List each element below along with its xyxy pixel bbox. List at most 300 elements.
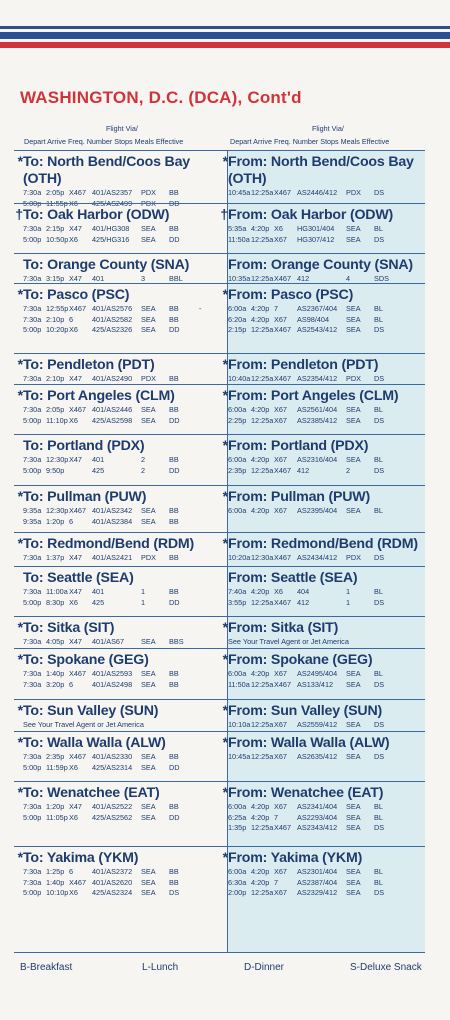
flight-number: AS2316/404 bbox=[297, 455, 338, 464]
flight-number: 401/AS2330 bbox=[92, 752, 133, 761]
frequency: X467 bbox=[274, 188, 292, 197]
flight-line bbox=[14, 763, 224, 774]
destination-label: From: Sitka (SIT) bbox=[228, 620, 339, 636]
page-title: WASHINGTON, D.C. (DCA), Cont'd bbox=[20, 88, 302, 107]
via-stops: PDX bbox=[346, 374, 362, 383]
via-stops: SEA bbox=[141, 888, 156, 897]
destination-label: To: Orange County (SNA) bbox=[23, 257, 190, 273]
flight-line bbox=[14, 867, 224, 878]
depart-time: 2:35p bbox=[228, 465, 247, 475]
travel-agent-note: See Your Travel Agent or Jet America bbox=[228, 637, 349, 646]
meals: BL bbox=[374, 802, 383, 811]
depart-time: 6:00a bbox=[228, 405, 247, 414]
route-mark: * bbox=[222, 388, 228, 404]
frequency: X6 bbox=[69, 812, 78, 822]
arrive-time: 4:20p bbox=[251, 669, 270, 678]
depart-time: 7:30a bbox=[23, 877, 42, 887]
arrive-time: 3:20p bbox=[46, 679, 65, 689]
schedule-row bbox=[14, 353, 425, 385]
frequency: X67 bbox=[274, 314, 287, 324]
meals: BB bbox=[169, 802, 179, 811]
depart-time: 7:30a bbox=[23, 637, 42, 646]
meals: DD bbox=[169, 325, 180, 334]
flight-number: 401/AS67 bbox=[92, 637, 125, 646]
frequency: 6 bbox=[69, 314, 74, 324]
frequency: 7 bbox=[274, 304, 279, 313]
flight-line bbox=[14, 752, 224, 763]
frequency: X67 bbox=[274, 752, 287, 761]
stripe-blue bbox=[0, 32, 450, 39]
flight-line bbox=[14, 466, 224, 477]
destination-heading bbox=[14, 154, 224, 171]
destination-heading bbox=[219, 570, 425, 587]
arrive-time: 4:20p bbox=[251, 304, 270, 313]
meals: BB bbox=[169, 553, 179, 562]
depart-time: 5:00p bbox=[23, 465, 42, 475]
flight-number: HG301/404 bbox=[297, 224, 335, 233]
frequency: X6 bbox=[274, 587, 283, 596]
destination-heading bbox=[219, 620, 425, 637]
arrive-time: 4:05p bbox=[46, 637, 65, 646]
schedule-row bbox=[14, 283, 425, 354]
frequency: X467 bbox=[274, 553, 292, 562]
arrive-time: 2:15p bbox=[46, 224, 65, 233]
meals: DS bbox=[374, 415, 385, 425]
arrive-time: 12:25a bbox=[251, 823, 274, 832]
outbound-cell bbox=[14, 486, 224, 527]
destination-label: To: Sitka (SIT) bbox=[23, 620, 115, 636]
schedule-row bbox=[14, 253, 425, 284]
flight-line bbox=[219, 802, 425, 813]
arrive-time: 11:10p bbox=[46, 415, 68, 425]
destination-heading bbox=[14, 287, 224, 304]
flight-line bbox=[219, 188, 425, 199]
frequency: X67 bbox=[274, 405, 287, 414]
meals: BL bbox=[374, 224, 383, 233]
depart-time: 5:00p bbox=[23, 762, 42, 772]
via-stops: SEA bbox=[141, 506, 156, 515]
flight-line bbox=[219, 878, 425, 889]
via-stops: SEA bbox=[141, 877, 156, 887]
meals: DD bbox=[169, 812, 180, 822]
via-stops: SEA bbox=[141, 812, 156, 822]
route-mark: * bbox=[17, 287, 23, 303]
meals: BB bbox=[169, 374, 179, 383]
via-stops: PDX bbox=[346, 188, 362, 197]
route-mark: * bbox=[222, 703, 228, 719]
frequency: X6 bbox=[69, 198, 78, 208]
legend-dinner: D-Dinner bbox=[244, 962, 285, 973]
via-stops: SEA bbox=[346, 752, 361, 761]
destination-heading bbox=[219, 489, 425, 506]
flight-number: 401/HG308 bbox=[92, 224, 130, 233]
depart-time: 7:30a bbox=[23, 455, 42, 464]
legend-deluxe-snack: S-Deluxe Snack bbox=[350, 962, 422, 973]
flight-line bbox=[14, 680, 224, 691]
flight-number: 425/AS2499 bbox=[92, 198, 133, 208]
route-mark: * bbox=[17, 703, 23, 719]
via-stops: SEA bbox=[346, 234, 361, 244]
arrive-time: 1:40p bbox=[46, 669, 65, 678]
via-stops: SEA bbox=[346, 867, 361, 876]
flight-number: AS2367/404 bbox=[297, 304, 338, 313]
outbound-cell bbox=[14, 649, 224, 690]
flight-line bbox=[14, 455, 224, 466]
route-mark: * bbox=[222, 154, 228, 170]
flight-number: 401/AS2522 bbox=[92, 802, 133, 811]
frequency: X6 bbox=[274, 224, 283, 233]
frequency: X467 bbox=[274, 374, 292, 383]
frequency: X67 bbox=[274, 720, 287, 729]
depart-time: 10:40a bbox=[228, 374, 251, 383]
route-mark: * bbox=[222, 785, 228, 801]
arrive-time: 2:05p bbox=[46, 405, 65, 414]
destination-heading bbox=[219, 735, 425, 752]
flight-number: AS133/412 bbox=[297, 679, 334, 689]
flight-line bbox=[219, 598, 425, 609]
schedule-row bbox=[14, 203, 425, 254]
depart-time: 6:00a bbox=[228, 455, 247, 464]
destination-heading bbox=[14, 536, 224, 553]
frequency: X467 bbox=[274, 823, 292, 832]
flight-line bbox=[14, 235, 224, 246]
arrive-time: 4:20p bbox=[251, 867, 270, 876]
flight-line bbox=[14, 813, 224, 824]
frequency: X67 bbox=[274, 802, 287, 811]
destination-label: From: Orange County (SNA) bbox=[228, 257, 413, 273]
frequency: 6 bbox=[69, 867, 74, 876]
header-row2-left: Depart Arrive Freq. Number Stops Meals Effective bbox=[24, 137, 184, 146]
destination-label: From: Oak Harbor (ODW) bbox=[228, 207, 394, 223]
flight-number: 401/AS2446 bbox=[92, 405, 133, 414]
arrive-time: 4:20p bbox=[251, 877, 270, 887]
via-stops: 1 bbox=[346, 597, 351, 607]
arrive-time: 4:20p bbox=[251, 314, 270, 324]
depart-time: 7:30a bbox=[23, 188, 42, 197]
depart-time: 2:15p bbox=[228, 325, 247, 334]
destination-heading bbox=[14, 620, 224, 637]
route-mark: * bbox=[222, 652, 228, 668]
arrive-time: 3:15p bbox=[46, 274, 65, 283]
return-cell bbox=[219, 732, 425, 763]
frequency: X467 bbox=[69, 188, 87, 197]
destination-heading bbox=[219, 207, 425, 224]
depart-time: 7:30a bbox=[23, 304, 42, 313]
route-mark: * bbox=[17, 850, 23, 866]
depart-time: 6:00a bbox=[228, 867, 247, 876]
flight-number: 425/AS2314 bbox=[92, 762, 133, 772]
via-stops: SEA bbox=[346, 720, 361, 729]
flight-line bbox=[219, 888, 425, 899]
flight-line bbox=[219, 374, 425, 385]
arrive-time: 1:25p bbox=[46, 867, 65, 876]
header-stripes bbox=[0, 26, 450, 52]
flight-line bbox=[14, 188, 224, 199]
depart-time: 6:20a bbox=[228, 314, 247, 324]
via-stops: SEA bbox=[141, 752, 156, 761]
meals: BL bbox=[374, 304, 383, 313]
return-cell bbox=[219, 700, 425, 731]
destination-label: To: Port Angeles (CLM) bbox=[23, 388, 175, 404]
flight-number: AS2395/404 bbox=[297, 506, 338, 515]
destination-label: From: Pullman (PUW) bbox=[228, 489, 371, 505]
destination-code: (OTH) bbox=[23, 171, 62, 187]
arrive-time: 8:30p bbox=[46, 597, 65, 607]
flight-number: 401/AS2593 bbox=[92, 669, 133, 678]
depart-time: 5:35a bbox=[228, 224, 247, 233]
flight-number: 404 bbox=[297, 587, 310, 596]
flight-number: AS2301/404 bbox=[297, 867, 338, 876]
meals: BL bbox=[374, 877, 383, 887]
depart-time: 9:35a bbox=[23, 516, 42, 526]
depart-time: 7:30a bbox=[23, 587, 42, 596]
flight-line bbox=[219, 304, 425, 315]
meals: BB bbox=[169, 752, 179, 761]
depart-time: 6:00a bbox=[228, 669, 247, 678]
arrive-time: 11:00a bbox=[46, 587, 68, 596]
via-stops: SEA bbox=[346, 455, 361, 464]
destination-heading bbox=[14, 850, 224, 867]
frequency: X47 bbox=[69, 637, 82, 646]
frequency: X467 bbox=[274, 597, 292, 607]
meals: BB bbox=[169, 455, 179, 464]
route-mark: * bbox=[222, 850, 228, 866]
arrive-time: 2:35p bbox=[46, 752, 65, 761]
travel-agent-note: See Your Travel Agent or Jet America bbox=[23, 720, 144, 729]
meals: BB bbox=[169, 877, 179, 887]
route-mark: * bbox=[17, 620, 23, 636]
meals: DS bbox=[374, 234, 385, 244]
flight-line bbox=[219, 720, 425, 731]
flight-line bbox=[219, 506, 425, 517]
outbound-cell bbox=[14, 204, 224, 245]
via-stops: SEA bbox=[346, 812, 361, 822]
header-row2-right: Depart Arrive Freq. Number Stops Meals Effective bbox=[230, 137, 390, 146]
via-stops: 2 bbox=[346, 465, 351, 475]
arrive-time: 12:25a bbox=[251, 374, 274, 383]
arrive-time: 11:05p bbox=[46, 812, 68, 822]
meals: BL bbox=[374, 506, 383, 515]
via-stops: SEA bbox=[141, 802, 156, 811]
destination-heading bbox=[219, 357, 425, 374]
frequency: X67 bbox=[274, 888, 287, 897]
meals: BL bbox=[374, 314, 383, 324]
flight-line bbox=[219, 466, 425, 477]
flight-number: 412 bbox=[297, 274, 310, 283]
via-stops: SEA bbox=[346, 888, 361, 897]
frequency: 6 bbox=[69, 516, 74, 526]
meals: BB bbox=[169, 506, 179, 515]
destination-heading bbox=[14, 785, 224, 802]
destination-heading bbox=[219, 438, 425, 455]
meals: BL bbox=[374, 867, 383, 876]
return-cell bbox=[219, 254, 425, 285]
flight-number: 401/AS2342 bbox=[92, 506, 133, 515]
arrive-time: 1:37p bbox=[46, 553, 65, 562]
arrive-time: 12:25a bbox=[251, 325, 274, 334]
flight-line bbox=[219, 669, 425, 680]
via-stops: SEA bbox=[346, 877, 361, 887]
frequency: X6 bbox=[69, 762, 78, 772]
depart-time: 10:20a bbox=[228, 553, 251, 562]
via-stops: SEA bbox=[346, 802, 361, 811]
arrive-time: 2:05p bbox=[46, 188, 65, 197]
meals: DD bbox=[169, 597, 180, 607]
depart-time: 5:00p bbox=[23, 234, 42, 244]
destination-heading bbox=[219, 536, 425, 553]
outbound-cell bbox=[14, 385, 224, 426]
route-mark: * bbox=[222, 489, 228, 505]
flight-number: AS2559/412 bbox=[297, 720, 338, 729]
meals: DS bbox=[374, 679, 385, 689]
meals: DS bbox=[169, 888, 180, 897]
frequency: X6 bbox=[69, 234, 78, 244]
outbound-cell bbox=[14, 617, 224, 648]
via-stops: SEA bbox=[141, 679, 156, 689]
meals: DS bbox=[374, 465, 385, 475]
return-cell bbox=[219, 486, 425, 517]
depart-time: 7:30a bbox=[23, 669, 42, 678]
via-stops: 2 bbox=[141, 465, 146, 475]
frequency: X467 bbox=[69, 669, 87, 678]
meals: BB bbox=[169, 405, 179, 414]
schedule-row bbox=[14, 151, 425, 208]
meals: DS bbox=[374, 188, 385, 197]
column-header-left bbox=[24, 124, 214, 150]
destination-heading bbox=[14, 357, 224, 374]
arrive-time: 10:20p bbox=[46, 325, 69, 334]
meals: BL bbox=[374, 587, 383, 596]
arrive-time: 9:50p bbox=[46, 465, 65, 475]
flight-line bbox=[14, 878, 224, 889]
meals: DD bbox=[169, 465, 180, 475]
return-cell bbox=[219, 284, 425, 336]
legend-breakfast: B-Breakfast bbox=[20, 962, 73, 973]
flight-number: 425/HG316 bbox=[92, 234, 130, 244]
flight-line bbox=[14, 374, 224, 385]
destination-heading bbox=[219, 703, 425, 720]
meals: BB bbox=[169, 679, 179, 689]
via-stops: 1 bbox=[346, 587, 351, 596]
arrive-time: 12:25a bbox=[251, 597, 274, 607]
flight-line bbox=[219, 416, 425, 427]
via-stops: SEA bbox=[141, 234, 156, 244]
meals: BB bbox=[169, 516, 179, 526]
arrive-time: 12:30a bbox=[251, 553, 274, 562]
arrive-time: 4:20p bbox=[251, 506, 270, 515]
destination-label: To: Spokane (GEG) bbox=[23, 652, 149, 668]
destination-label: To: Pullman (PUW) bbox=[23, 489, 147, 505]
via-stops: 4 bbox=[346, 274, 351, 283]
flight-line bbox=[219, 455, 425, 466]
arrive-time: 11:55p bbox=[46, 198, 68, 208]
arrive-time: 4:20p bbox=[251, 802, 270, 811]
meals: BB bbox=[169, 669, 179, 678]
destination-label: To: Pasco (PSC) bbox=[23, 287, 130, 303]
depart-time: 5:00p bbox=[23, 415, 42, 425]
flight-line bbox=[14, 315, 224, 326]
via-stops: 2 bbox=[141, 455, 146, 464]
return-cell bbox=[219, 151, 425, 199]
via-stops: SEA bbox=[141, 405, 156, 414]
arrive-time: 1:20p bbox=[46, 802, 65, 811]
frequency: X67 bbox=[274, 669, 287, 678]
flight-line bbox=[14, 517, 224, 528]
flight-line bbox=[219, 405, 425, 416]
via-stops: SEA bbox=[141, 224, 156, 233]
arrive-time: 10:10p bbox=[46, 888, 69, 897]
destination-label: From: North Bend/Coos Bay bbox=[228, 154, 414, 170]
flight-number: 412 bbox=[297, 465, 310, 475]
meals: BBS bbox=[169, 637, 184, 646]
flight-number: AS2434/412 bbox=[297, 553, 338, 562]
depart-time: 6:00a bbox=[228, 506, 247, 515]
flight-line bbox=[219, 823, 425, 834]
destination-heading bbox=[219, 154, 425, 171]
destination-heading bbox=[14, 388, 224, 405]
arrive-time: 4:20p bbox=[251, 812, 270, 822]
flight-number: AS2561/404 bbox=[297, 405, 338, 414]
arrive-time: 2:10p bbox=[46, 374, 65, 383]
frequency: X67 bbox=[274, 506, 287, 515]
depart-time: 7:30a bbox=[23, 224, 42, 233]
frequency: X467 bbox=[69, 405, 87, 414]
destination-heading bbox=[14, 207, 224, 224]
via-stops: SEA bbox=[141, 304, 156, 313]
via-stops: 1 bbox=[141, 587, 146, 596]
arrive-time: 12:25a bbox=[251, 679, 274, 689]
stripe-blue-top bbox=[0, 26, 450, 29]
via-stops: 3 bbox=[141, 274, 146, 283]
schedule-row bbox=[14, 384, 425, 435]
meals: DD bbox=[169, 234, 180, 244]
meals: BL bbox=[374, 669, 383, 678]
depart-time: 5:00p bbox=[23, 888, 42, 897]
via-stops: SEA bbox=[141, 669, 156, 678]
route-mark: * bbox=[17, 536, 23, 552]
arrive-time: 12:30p bbox=[46, 455, 69, 464]
frequency: X47 bbox=[69, 587, 82, 596]
destination-label: From: Pendleton (PDT) bbox=[228, 357, 379, 373]
route-mark: * bbox=[17, 785, 23, 801]
depart-time: 2:25p bbox=[228, 415, 247, 425]
destination-heading bbox=[219, 652, 425, 669]
depart-time: 5:00p bbox=[23, 812, 42, 822]
meals: DS bbox=[374, 553, 385, 562]
meals: DS bbox=[374, 823, 385, 832]
meals: DD bbox=[169, 198, 180, 208]
frequency: X67 bbox=[274, 867, 287, 876]
return-cell bbox=[219, 204, 425, 245]
flight-line bbox=[14, 598, 224, 609]
destination-code: (OTH) bbox=[228, 171, 267, 187]
depart-time: 10:10a bbox=[228, 720, 251, 729]
schedule-row bbox=[14, 434, 425, 486]
frequency: X47 bbox=[69, 553, 82, 562]
destination-heading bbox=[14, 735, 224, 752]
destination-label: From: Walla Walla (ALW) bbox=[228, 735, 390, 751]
via-stops: PDX bbox=[141, 198, 157, 208]
depart-time: 7:30a bbox=[23, 274, 42, 283]
frequency: X47 bbox=[69, 374, 82, 383]
destination-heading bbox=[219, 287, 425, 304]
destination-heading bbox=[219, 388, 425, 405]
outbound-cell bbox=[14, 254, 224, 285]
flight-line bbox=[219, 752, 425, 763]
flight-number: AS2354/412 bbox=[297, 374, 338, 383]
depart-time: 5:00p bbox=[23, 198, 42, 208]
depart-time: 2:00p bbox=[228, 888, 247, 897]
